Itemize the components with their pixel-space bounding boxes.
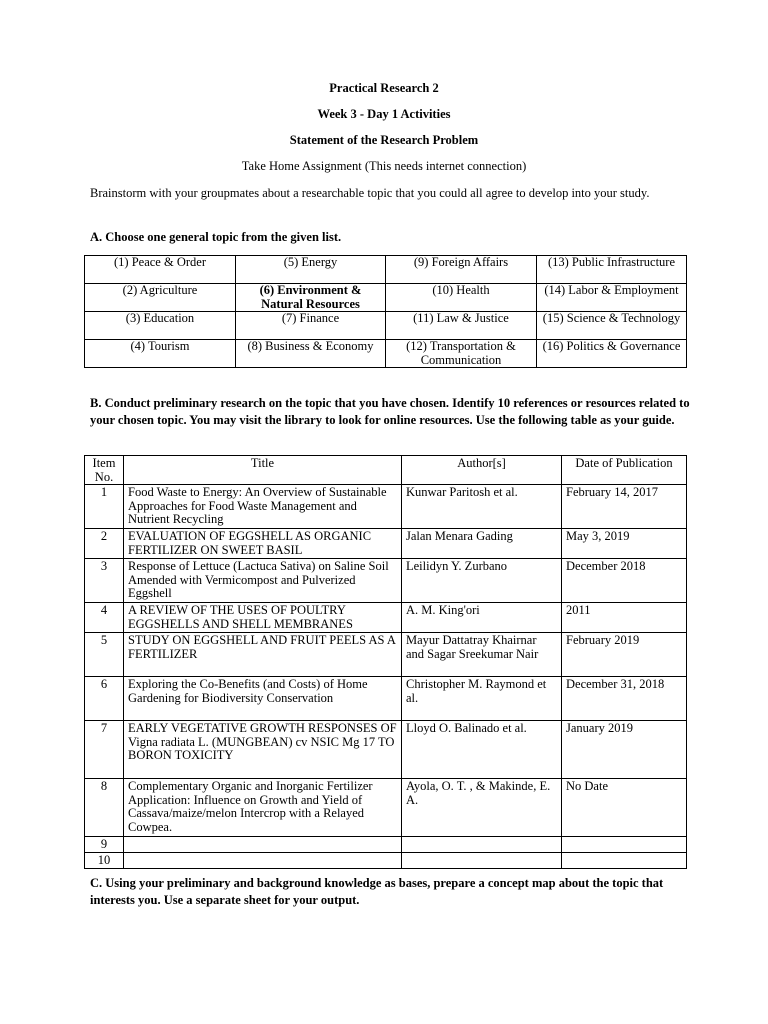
reference-date-cell: 2011 (562, 603, 687, 633)
reference-title-cell: A REVIEW OF THE USES OF POULTRY EGGSHELLS AND SHELL MEMBRANES (124, 603, 402, 633)
header-title: Title (124, 456, 402, 485)
reference-no-cell: 8 (85, 779, 124, 837)
topic-cell: (16) Politics & Governance (537, 340, 687, 368)
topics-row (85, 312, 687, 340)
topic-cell: (2) Agriculture (85, 284, 236, 312)
topic-cell: (15) Science & Technology (537, 312, 687, 340)
intro-paragraph: Brainstorm with your groupmates about a researchable topic that you could all agree to develop into your study. (90, 186, 650, 200)
header-authors: Author[s] (402, 456, 562, 485)
topic-cell: (9) Foreign Affairs (386, 256, 537, 284)
table-row (85, 837, 687, 853)
reference-authors-cell (402, 837, 562, 853)
table-row (85, 779, 687, 837)
topic-cell: (12) Transportation & Communication (386, 340, 537, 368)
table-row (85, 853, 687, 869)
reference-no-cell: 9 (85, 837, 124, 853)
reference-no-cell: 3 (85, 559, 124, 603)
section-b-instruction: B. Conduct preliminary research on the topic that you have chosen. Identify 10 references or resources related to your chosen topic. You may visit the library to look for online resources. Use the following table as your guide. (90, 396, 690, 427)
topic-cell: (1) Peace & Order (85, 256, 236, 284)
section-c-instruction: C. Using your preliminary and background knowledge as bases, prepare a concept map about the topic that interests you. Use a separate sheet for your output. (90, 876, 664, 907)
topic-cell: (10) Health (386, 284, 537, 312)
reference-date-cell (562, 837, 687, 853)
assignment-note: Take Home Assignment (This needs internet connection) (241, 159, 527, 173)
reference-date-cell: February 2019 (562, 633, 687, 677)
table-row (85, 603, 687, 633)
reference-authors-cell (402, 853, 562, 869)
reference-title-cell: EVALUATION OF EGGSHELL AS ORGANIC FERTILIZER ON SWEET BASIL (124, 529, 402, 559)
table-row (85, 721, 687, 779)
table-row (85, 633, 687, 677)
week-title: Week 3 - Day 1 Activities (317, 107, 451, 121)
reference-no-cell: 6 (85, 677, 124, 721)
reference-authors-cell: Ayola, O. T. , & Makinde, E. A. (402, 779, 562, 837)
reference-no-cell: 10 (85, 853, 124, 869)
reference-title-cell: Exploring the Co-Benefits (and Costs) of Home Gardening for Biodiversity Conservation (124, 677, 402, 721)
reference-no-cell: 4 (85, 603, 124, 633)
reference-authors-cell: Christopher M. Raymond et al. (402, 677, 562, 721)
table-row (85, 677, 687, 721)
reference-title-cell (124, 837, 402, 853)
reference-authors-cell: Lloyd O. Balinado et al. (402, 721, 562, 779)
topic-cell: (8) Business & Economy (236, 340, 386, 368)
topic-cell: (3) Education (85, 312, 236, 340)
topic-cell: (11) Law & Justice (386, 312, 537, 340)
topic-cell: (5) Energy (236, 256, 386, 284)
topics-table (84, 255, 687, 368)
reference-title-cell: Food Waste to Energy: An Overview of Sustainable Approaches for Food Waste Management and Nutrient Recycling (124, 485, 402, 529)
reference-date-cell: May 3, 2019 (562, 529, 687, 559)
topic-cell: (4) Tourism (85, 340, 236, 368)
reference-authors-cell: Kunwar Paritosh et al. (402, 485, 562, 529)
reference-no-cell: 7 (85, 721, 124, 779)
reference-authors-cell: Jalan Menara Gading (402, 529, 562, 559)
references-header-row (85, 456, 687, 485)
reference-no-cell: 5 (85, 633, 124, 677)
topic-cell: (7) Finance (236, 312, 386, 340)
topic-cell: (13) Public Infrastructure (537, 256, 687, 284)
course-title: Practical Research 2 (329, 81, 439, 95)
reference-no-cell: 1 (85, 485, 124, 529)
reference-title-cell: STUDY ON EGGSHELL AND FRUIT PEELS AS A FERTILIZER (124, 633, 402, 677)
reference-title-cell: Complementary Organic and Inorganic Fertilizer Application: Influence on Growth and Yield of Cassava/maize/melon Intercrop with a Relayed Cowpea. (124, 779, 402, 837)
table-row (85, 559, 687, 603)
reference-title-cell (124, 853, 402, 869)
reference-date-cell: December 31, 2018 (562, 677, 687, 721)
reference-date-cell: January 2019 (562, 721, 687, 779)
table-row (85, 529, 687, 559)
reference-authors-cell: Leilidyn Y. Zurbano (402, 559, 562, 603)
reference-no-cell: 2 (85, 529, 124, 559)
reference-title-cell: EARLY VEGETATIVE GROWTH RESPONSES OF Vigna radiata L. (MUNGBEAN) cv NSIC Mg 17 TO BORON TOXICITY (124, 721, 402, 779)
reference-authors-cell: Mayur Dattatray Khairnar and Sagar Sreekumar Nair (402, 633, 562, 677)
topics-row (85, 340, 687, 368)
reference-date-cell: No Date (562, 779, 687, 837)
topics-row (85, 284, 687, 312)
table-row (85, 485, 687, 529)
reference-date-cell: December 2018 (562, 559, 687, 603)
topic-cell: (6) Environment & Natural Resources (236, 284, 386, 312)
section-a-instruction: A. Choose one general topic from the given list. (90, 230, 342, 244)
document-title: Statement of the Research Problem (289, 133, 479, 147)
references-table (84, 455, 687, 869)
topics-row (85, 256, 687, 284)
reference-authors-cell: A. M. King'ori (402, 603, 562, 633)
reference-date-cell: February 14, 2017 (562, 485, 687, 529)
header-date: Date of Publication (562, 456, 687, 485)
reference-title-cell: Response of Lettuce (Lactuca Sativa) on Saline Soil Amended with Vermicompost and Pulverized Eggshell (124, 559, 402, 603)
reference-date-cell (562, 853, 687, 869)
topic-cell: (14) Labor & Employment (537, 284, 687, 312)
header-item-no: Item No. (85, 456, 124, 485)
